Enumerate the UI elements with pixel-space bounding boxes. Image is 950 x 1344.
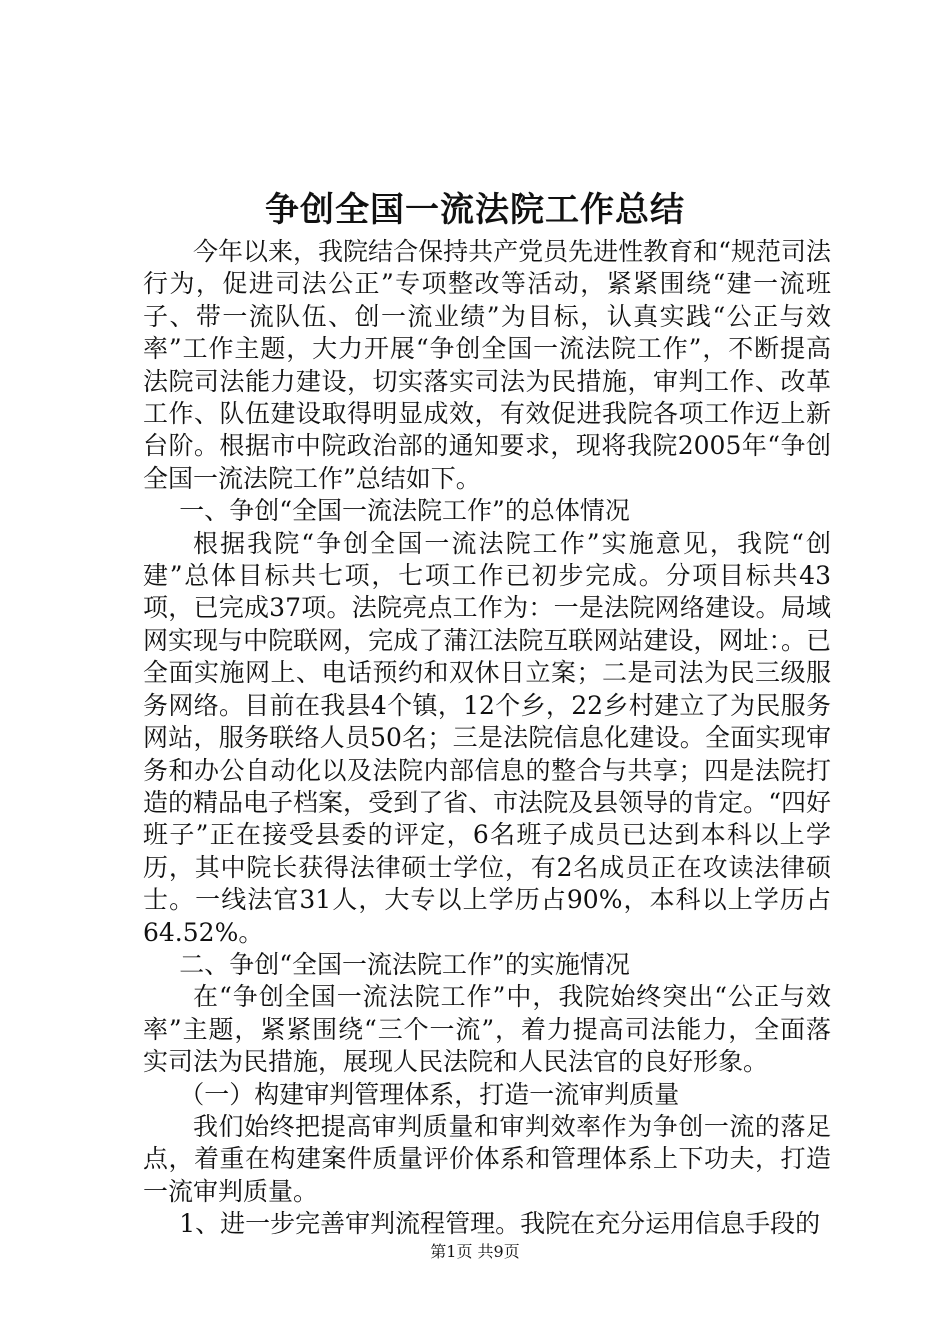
paragraph-intro: 今年以来，我院结合保持共产党员先进性教育和“规范司法行为，促进司法公正”专项整改等活动，紧紧围绕“建一流班子、带一流队伍、创一流业绩”为目标，认真实践“公正与效率”工作主题，大力开展“争创全国一流法院工作”，不断提高法院司法能力建设，切实落实司法为民措施，审判工作、改革工作、队伍建设取得明显成效，有效促进我院各项工作迈上新台阶。根据市中院政治部的通知要求，现将我院2005年“争创全国一流法院工作”总结如下。 [143, 237, 831, 493]
page-number-footer: 第1页 共9页 [430, 1242, 520, 1261]
section-heading-1: 一、争创“全国一流法院工作”的总体情况 [179, 496, 630, 526]
document-title: 争创全国一流法院工作总结 [265, 190, 685, 230]
document-body [143, 236, 831, 1241]
paragraph-item-1: 1、进一步完善审判流程管理。我院在充分运用信息手段的 [179, 1209, 821, 1239]
subsection-heading-1: （一）构建审判管理体系，打造一流审判质量 [179, 1079, 680, 1109]
section-heading-2: 二、争创“全国一流法院工作”的实施情况 [179, 949, 630, 979]
paragraph-implementation: 在“争创全国一流法院工作”中，我院始终突出“公正与效率”主题，紧紧围绕“三个一流”，着力提高司法能力，全面落实司法为民措施，展现人民法院和人民法官的良好形象。 [143, 982, 831, 1077]
paragraph-quality: 我们始终把提高审判质量和审判效率作为争创一流的落足点，着重在构建案件质量评价体系和管理体系上下功夫，打造一流审判质量。 [143, 1111, 831, 1206]
paragraph-overview: 根据我院“争创全国一流法院工作”实施意见，我院“创建”总体目标共七项，七项工作已初步完成。分项目标共43项，已完成37项。法院亮点工作为：一是法院网络建设。局域网实现与中院联网，完成了蒲江法院互联网站建设，网址：。已全面实施网上、电话预约和双休日立案；二是司法为民三级服务网络。目前在我县4个镇，12个乡，22乡村建立了为民服务网站，服务联络人员50名；三是法院信息化建设。全面实现审务和办公自动化以及法院内部信息的整合与共享；四是法院打造的精品电子档案，受到了省、市法院及县领导的肯定。“四好班子”正在接受县委的评定，6名班子成员已达到本科以上学历，其中院长获得法律硕士学位，有2名成员正在攻读法律硕士。一线法官31人，大专以上学历占90%，本科以上学历占64.52%。 [143, 528, 831, 947]
